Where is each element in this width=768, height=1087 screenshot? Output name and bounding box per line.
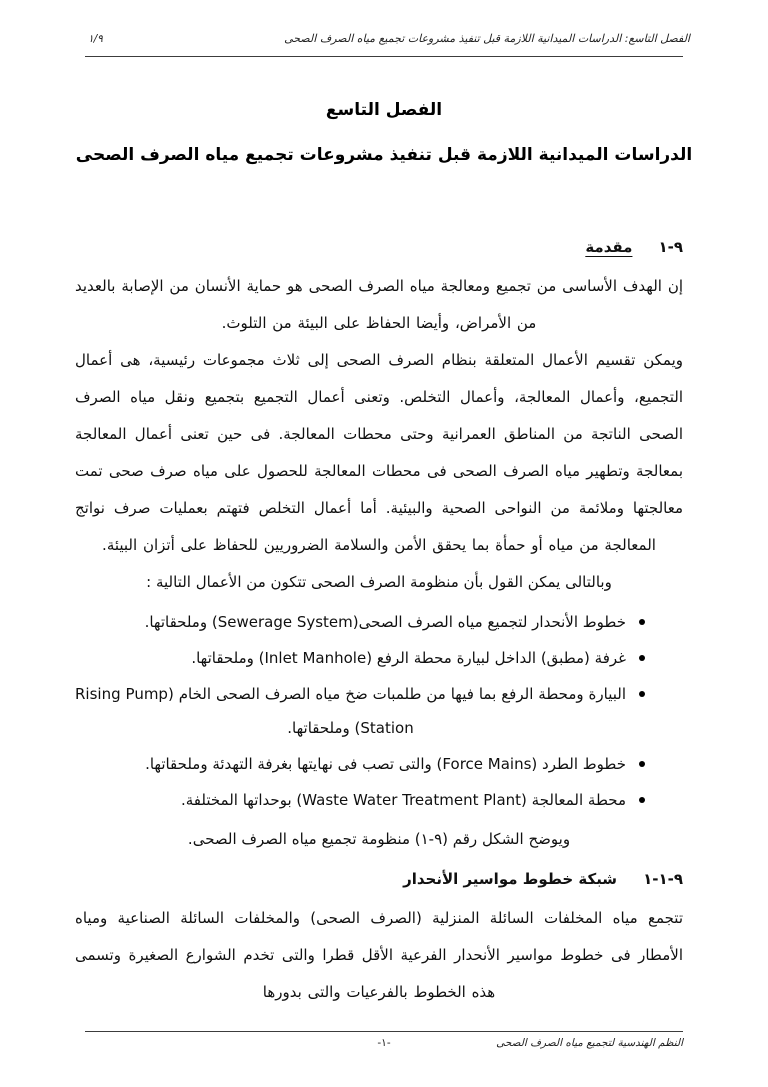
footer-divider: [85, 1031, 683, 1032]
section-title: مقدمة: [585, 238, 633, 256]
list-item-text: محطة المعالجة (Waste Water Treatment Plant) بوحداتها المختلفة.: [180, 791, 626, 809]
section-heading-9-1-1: [75, 868, 683, 890]
list-item-text: خطوط الأنحدار لتجميع مياه الصرف الصحى(Sewerage System) وملحقاتها.: [144, 613, 626, 631]
list-intro-line: وبالتالى يمكن القول بأن منظومة الصرف الصحى تتكون من الأعمال التالية :: [146, 573, 612, 591]
bullet-icon: [639, 797, 645, 803]
list-item-text: البيارة ومحطة الرفع بما فيها من طلمبات ضخ مياه الصرف الصحى الخام (Rising Pump Station) وملحقاتها.: [75, 685, 627, 737]
list-item: [75, 641, 645, 675]
header-chapter-title: الفصل التاسع: الدراسات الميدانية اللازمة قبل تنفيذ مشروعات تجميع مياه الصرف الصحى: [284, 32, 690, 45]
sewage-system-components-list: [75, 605, 683, 817]
bullet-icon: [639, 761, 645, 767]
header-page-indicator: ١/٩: [88, 33, 103, 45]
header-divider: [85, 56, 683, 57]
section-heading-9-1: [75, 236, 683, 258]
list-item-text: خطوط الطرد (Force Mains) والتى تصب فى نهايتها بغرفة التهدئة وملحقاتها.: [145, 755, 626, 773]
list-item: [75, 747, 645, 781]
chapter-title: الفصل التاسع: [325, 100, 443, 120]
running-footer: [85, 1037, 683, 1049]
intro-paragraph-2: ويمكن تقسيم الأعمال المتعلقة بنظام الصرف الصحى إلى ثلاث مجموعات رئيسية، هى أعمال التجميع، وأعمال المعالجة، وأعمال التخلص. وتعنى أعمال التجميع بتجميع ونقل مياه الصرف الصحى الناتجة من المناطق العمرانية وحتى محطات المعالجة. فى حين تعنى أعمال المعالجة بمعالجة وتطهير مياه الصرف الصحى فى محطات المعالجة للحصول على مياه صرف صحى تمت معالجتها وملائمة من النواحى الصحية والبيئية. أما أعمال التخلص فتهتم بعمليات صرف نواتج المعالجة من مياه أو حمأة بما يحقق الأمن والسلامة الضروريين للحفاظ على أتزان البيئة.: [75, 351, 683, 554]
page-body: [75, 236, 683, 1011]
list-item: [75, 605, 645, 639]
bullet-icon: [639, 619, 645, 625]
section-number: ٩-١-١: [643, 870, 683, 888]
footer-book-title: النظم الهندسية لتجميع مياه الصرف الصحى: [496, 1037, 683, 1049]
section-number: ٩-١: [658, 238, 683, 256]
running-header: [88, 32, 690, 45]
bullet-icon: [639, 691, 645, 697]
list-item-text: غرفة (مطبق) الداخل لبيارة محطة الرفع (Inlet Manhole) وملحقاتها.: [191, 649, 626, 667]
list-item: [75, 783, 645, 817]
bullet-icon: [639, 655, 645, 661]
chapter-subtitle: الدراسات الميدانية اللازمة قبل تنفيذ مشروعات تجميع مياه الصرف الصحى: [75, 145, 693, 165]
intro-paragraph-1: إن الهدف الأساسى من تجميع ومعالجة مياه الصرف الصحى هو حماية الأنسان من الإصابة بالعديد من الأمراض، وأيضا الحفاظ على البيئة من التلوث.: [75, 277, 683, 332]
list-item: [75, 677, 645, 745]
figure-reference: ويوضح الشكل رقم (٩-١) منظومة تجميع مياه الصرف الصحى.: [187, 830, 571, 848]
section-title: شبكة خطوط مواسير الأنحدار: [403, 870, 618, 888]
footer-page-number: -١-: [377, 1037, 391, 1049]
gravity-network-paragraph: تتجمع مياه المخلفات السائلة المنزلية (الصرف الصحى) والمخلفات السائلة الصناعية ومياه الأمطار فى خطوط مواسير الأنحدار الفرعية الأقل قطرا والتى تخدم الشوارع الصغيرة وتسمى هذه الخطوط بالفرعيات والتى بدورها: [75, 909, 683, 1001]
